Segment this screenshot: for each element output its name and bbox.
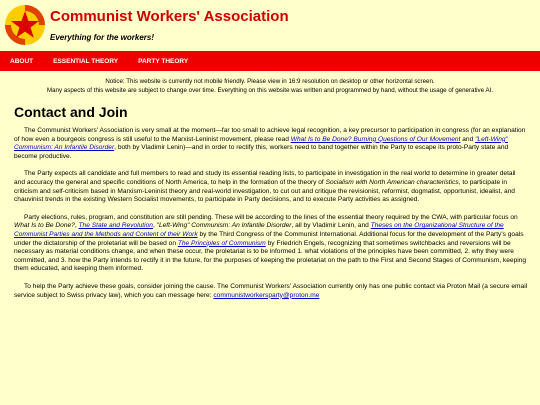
nav-item-about[interactable]: ABOUT	[10, 57, 34, 65]
email-link[interactable]: communistworkersparty@proton.me	[213, 291, 320, 299]
paragraph-text: and	[460, 135, 476, 143]
main-content	[14, 104, 528, 309]
paragraph-text: ,	[152, 222, 157, 230]
emphasis-text: Socialism with North American characteristics	[325, 178, 459, 186]
site-header	[0, 0, 540, 50]
paragraph-text: ,	[74, 222, 79, 230]
paragraph-text: , both by Vladimir Lenin)—and in order to rectify this, workers need to band together within the Party to escape its proto-Party state and become productive.	[14, 144, 509, 160]
red-star-logo-icon[interactable]	[4, 4, 46, 46]
link-principles-of-communism[interactable]: The Principles of Communism	[177, 239, 266, 247]
site-notice	[0, 77, 540, 95]
paragraph-join	[14, 283, 528, 300]
paragraph-text: The Party expects all candidate and full members to read and study its essential reading lists, to participate in investigation in the real world to determine in greater detail and accuracy the general and specific conditions of North America, to help in the formation of the theory of	[14, 170, 516, 186]
link-left-wing-communism[interactable]: "Left-Wing" Communism: An Infantile Disorder	[14, 135, 508, 152]
emphasis-text: What Is to Be Done?	[14, 222, 75, 230]
site-tagline: Everything for the workers!	[50, 33, 155, 42]
paragraph-text: Party elections, rules, program, and constitution are still pending. These will be according to the lines of the essential theory required by the CWA, with particular focus on	[24, 213, 518, 221]
page-title: Contact and Join	[14, 104, 128, 120]
paragraph-elections	[14, 214, 528, 274]
link-state-and-revolution[interactable]: The State and Revolution	[78, 222, 153, 230]
paragraph-text: , to participate in criticism and self-criticism based in Marxism-Leninist theory and real-world investigation, to cut out and critique the revisionist, reformist, dogmatist, opportunist, idealist, and chauvinist trends in the existing Western Socialist movements, to participate in Party decisions, and to execute Party activities as assigned.	[14, 178, 515, 204]
link-what-is-to-be-done[interactable]: What Is to Be Done? Burning Questions of Our Movement	[290, 135, 461, 143]
nav-item-essential-theory[interactable]: ESSENTIAL THEORY	[53, 57, 119, 65]
paragraph-text: To help the Party achieve these goals, consider joining the cause. The Communist Workers' Association currently only has one public contact via Proton Mail (a secure email service subject to Swiss privacy law), which you can message here:	[14, 282, 528, 299]
paragraph-text: by Friedrich Engels, recognizing that sometimes switchbacks and reversions will be necessary as material conditions change, and when these occur, the proletariat is to be informed 1. what violations of the principles have been committed, 2. why they were committed, and 3. how the Party intends to rectify it in the future, for the purposes of keeping the proletariat on the path to the First and Second Stages of Communism, keeping them educated, and keeping them informed.	[14, 239, 527, 273]
paragraph-text: by the Third Congress of the Communist International. Additional focus for the development of the Party's goals under the dictatorship of the proletariat will be based on	[14, 230, 524, 247]
notice-line-1: Notice: This website is currently not mobile friendly. Please view in 16:9 resolution on desktop or other horizontal screen.	[105, 78, 435, 85]
nav-item-party-theory[interactable]: PARTY THEORY	[138, 57, 189, 65]
notice-line-2: Many aspects of this website are subject to change over time. Everything on this website was written and programmed by hand, without the usage of generative AI.	[46, 87, 494, 94]
site-title[interactable]: Communist Workers' Association	[50, 8, 289, 25]
emphasis-text: "Left-Wing" Communism: An Infantile Disorder	[156, 222, 292, 230]
link-theses-organizational-structure[interactable]: Theses on the Organizational Structure of the Communist Parties and the Methods and Content of their Work	[14, 222, 504, 238]
paragraph-expectations	[14, 170, 528, 204]
paragraph-text: , all by Vladimir Lenin, and	[291, 222, 371, 230]
paragraph-text: The Communist Workers' Association is very small at the moment—far too small to achieve legal recognition, a key precursor to participation in congress (for an explanation of how even a bourgeois congress is still useful to the Marxist-Leninist movement, please read	[14, 127, 526, 143]
paragraph-intro	[14, 127, 528, 161]
main-nav	[0, 51, 540, 71]
